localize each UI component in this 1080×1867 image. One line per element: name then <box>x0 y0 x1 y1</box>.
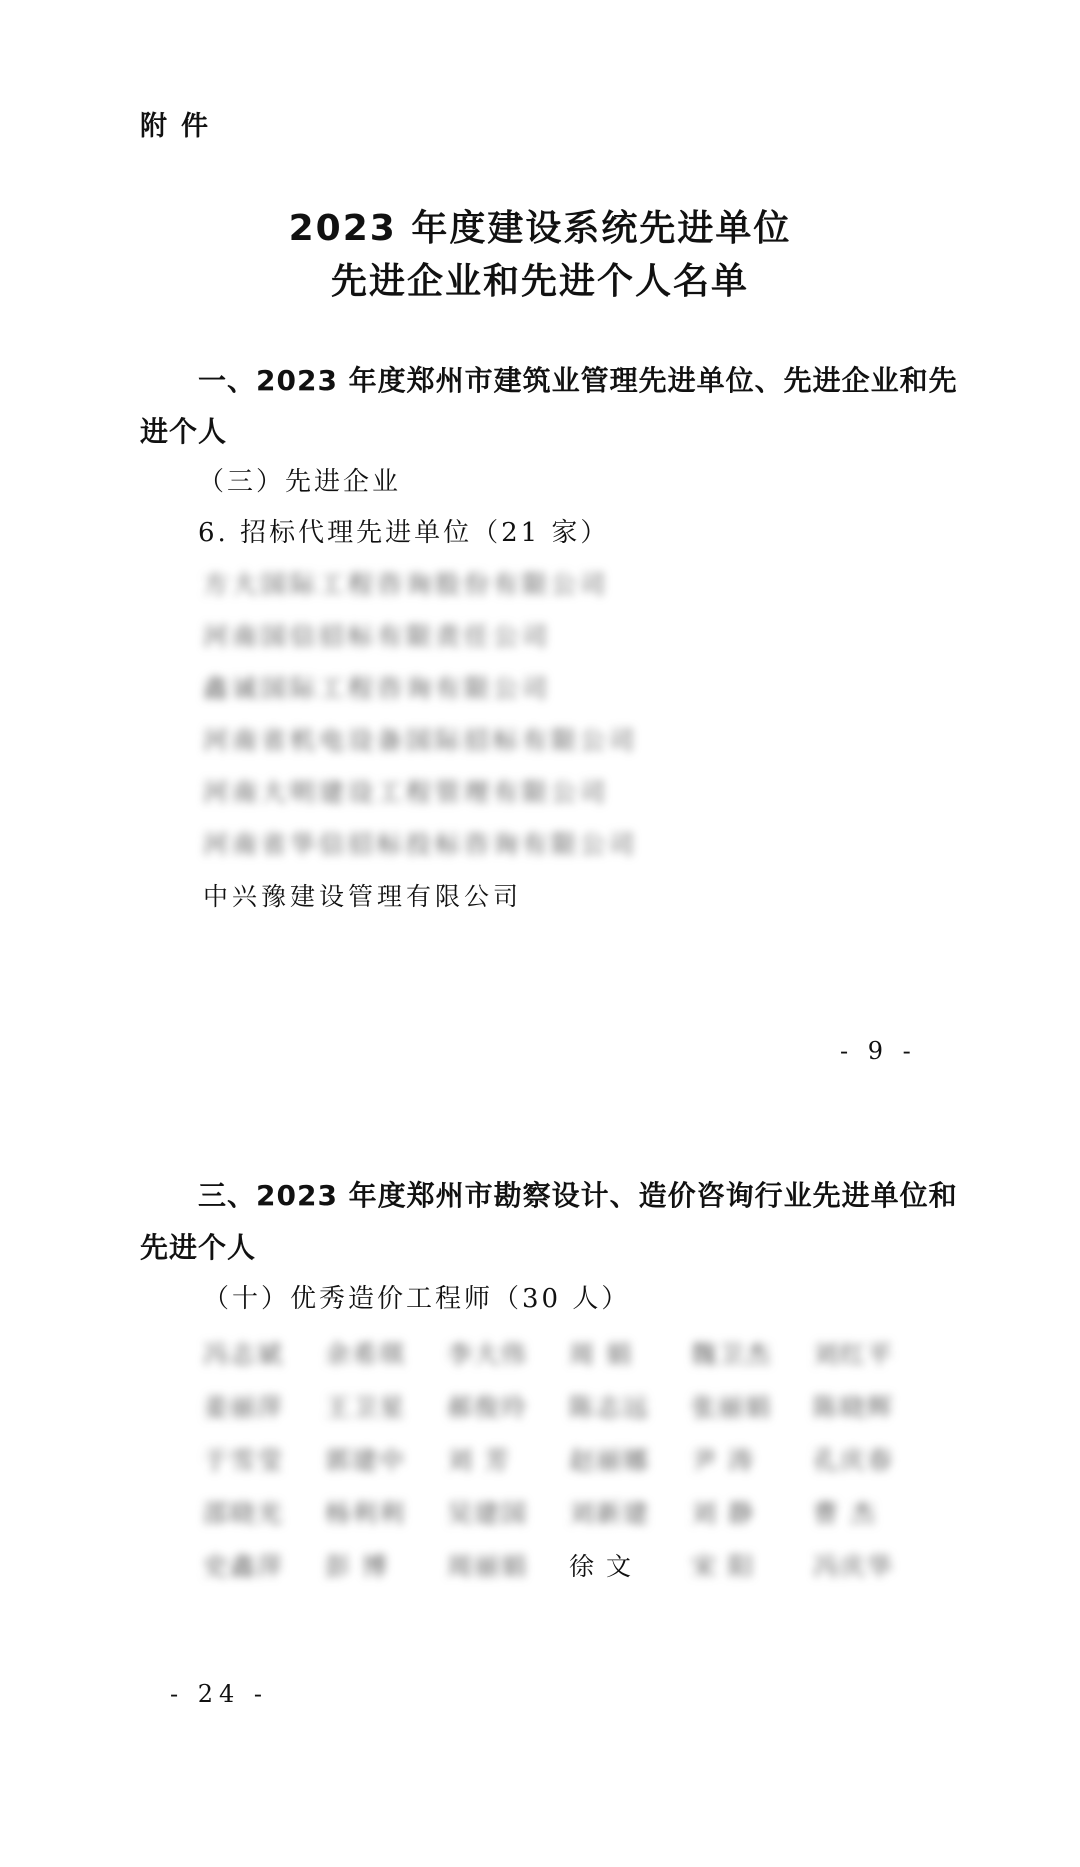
company-item: 河南国信招标有限责任公司 <box>203 622 552 651</box>
name-cell: 宋 阳 <box>691 1552 755 1581</box>
company-item: 河南省华信招标投标咨询有限公司 <box>203 830 639 859</box>
name-cell: 冯志斌 <box>203 1340 285 1369</box>
company-item: 河南大明建设工程管理有限公司 <box>203 778 610 807</box>
section-heading-3-line2: 先进个人 <box>140 1231 257 1264</box>
name-cell: 余希琪 <box>325 1340 407 1369</box>
section-heading-1-line1: 一、2023 年度郑州市建筑业管理先进单位、先进企业和先 <box>198 364 958 397</box>
name-cell: 刘 静 <box>691 1499 755 1528</box>
section-heading-3-line1: 三、2023 年度郑州市勘察设计、造价咨询行业先进单位和 <box>198 1179 958 1212</box>
name-cell: 冯庆华 <box>813 1552 895 1581</box>
name-cell: 张丽娟 <box>691 1393 773 1422</box>
name-cell: 陈晓辉 <box>813 1393 895 1422</box>
section-heading-1-line2: 进个人 <box>140 415 228 448</box>
name-cell: 孔庆春 <box>813 1446 895 1475</box>
page-number: - 24 - <box>170 1680 269 1708</box>
name-cell: 赵丽娜 <box>569 1446 651 1475</box>
company-item: 河南省机电设备国际招标有限公司 <box>203 726 639 755</box>
company-item: 中兴豫建设管理有限公司 <box>203 882 523 911</box>
name-cell: 吴建国 <box>447 1499 529 1528</box>
name-cell: 刘 芳 <box>447 1446 511 1475</box>
name-cell: 李大伟 <box>447 1340 529 1369</box>
name-cell: 周 娟 <box>569 1340 633 1369</box>
name-cell: 邵晓光 <box>203 1499 285 1528</box>
category-bidding-agency: 6. 招标代理先进单位（21 家） <box>198 518 610 548</box>
attachment-label: 附件 <box>140 111 222 142</box>
name-cell: 周丽娟 <box>447 1552 529 1581</box>
name-cell: 郭建中 <box>325 1446 407 1475</box>
name-cell: 王卫星 <box>325 1393 407 1422</box>
name-cell: 刘红平 <box>813 1340 895 1369</box>
name-cell: 魏卫杰 <box>691 1340 773 1369</box>
name-cell: 姜丽萍 <box>203 1393 285 1422</box>
name-cell: 陈志远 <box>569 1393 651 1422</box>
company-item: 方大国际工程咨询股份有限公司 <box>203 570 610 599</box>
document-title-line1: 2023 年度建设系统先进单位 <box>288 208 792 249</box>
name-cell: 尹 涛 <box>691 1446 755 1475</box>
name-cell: 彭 博 <box>325 1552 389 1581</box>
name-grid <box>203 1335 935 1600</box>
name-cell: 杨利利 <box>325 1499 407 1528</box>
name-cell: 徐 文 <box>569 1552 633 1581</box>
name-cell: 郝俊玲 <box>447 1393 529 1422</box>
document-title-line2: 先进企业和先进个人名单 <box>330 261 749 302</box>
subsection-advanced-enterprises: （三）先进企业 <box>198 467 402 497</box>
name-cell: 刘新建 <box>569 1499 651 1528</box>
name-cell: 于雪莹 <box>203 1446 285 1475</box>
name-cell: 史鑫萍 <box>203 1552 285 1581</box>
name-cell: 曹 杰 <box>813 1499 877 1528</box>
subsection-excellent-cost-engineers: （十）优秀造价工程师（30 人） <box>203 1284 631 1314</box>
page-number: - 9 - <box>840 1037 917 1065</box>
company-item: 鑫诚国际工程咨询有限公司 <box>203 674 552 703</box>
